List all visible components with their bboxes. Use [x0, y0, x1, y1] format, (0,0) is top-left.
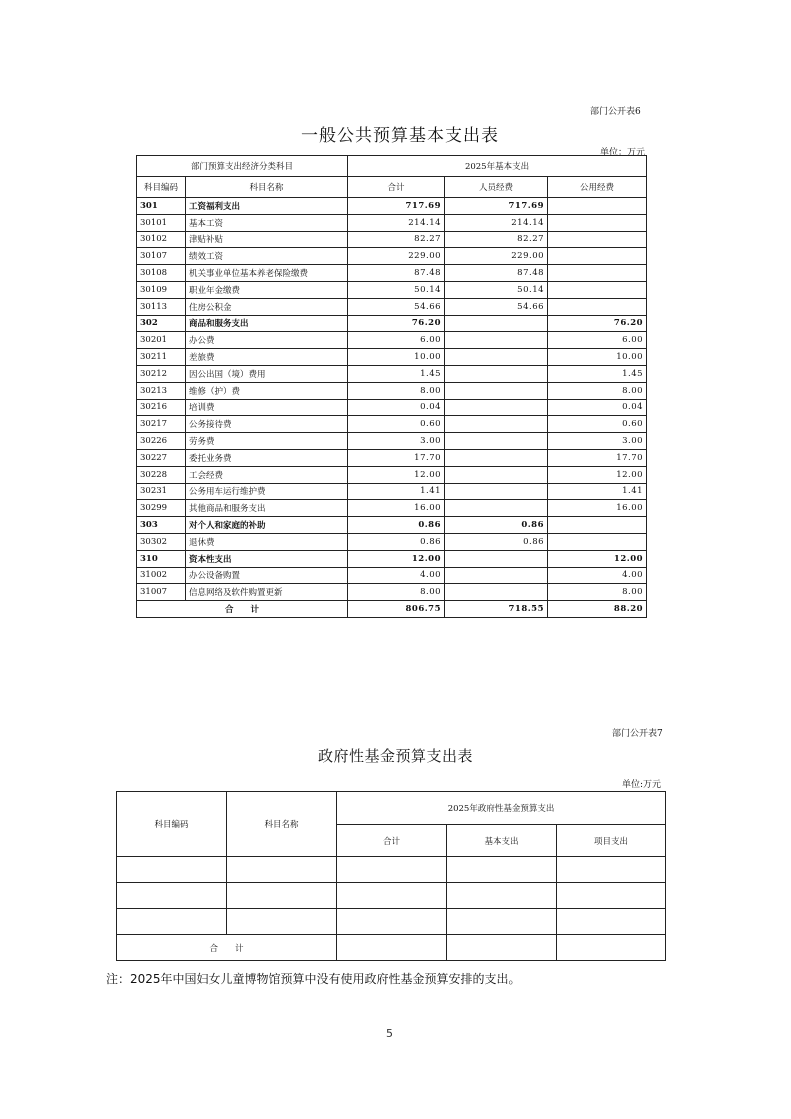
row-personnel: 54.66	[445, 298, 548, 315]
row-code: 30107	[137, 248, 186, 265]
table-row	[137, 349, 647, 366]
table-row	[137, 517, 647, 534]
row-name: 职业年金缴费	[186, 281, 348, 298]
table-row	[137, 483, 647, 500]
row-name: 住房公积金	[186, 298, 348, 315]
row-code: 30109	[137, 281, 186, 298]
row-name: 信息网络及软件购置更新	[186, 584, 348, 601]
row-public	[548, 248, 647, 265]
row-personnel	[445, 500, 548, 517]
row-public: 0.60	[548, 416, 647, 433]
row-public	[548, 533, 647, 550]
row-name: 工资福利支出	[186, 198, 348, 215]
row-code: 303	[137, 517, 186, 534]
table6-title: 一般公共预算基本支出表	[301, 126, 499, 146]
row-public	[548, 214, 647, 231]
row-total: 12.00	[348, 466, 445, 483]
row-code: 30108	[137, 265, 186, 282]
row-personnel	[445, 315, 548, 332]
table6-tag: 部门公开表6	[590, 107, 641, 117]
total-row	[137, 601, 647, 618]
row-name: 津贴补贴	[186, 231, 348, 248]
row-total: 82.27	[348, 231, 445, 248]
row-total: 0.86	[348, 533, 445, 550]
row-code: 30302	[137, 533, 186, 550]
row-public: 76.20	[548, 315, 647, 332]
row-code: 30228	[137, 466, 186, 483]
table-row	[137, 433, 647, 450]
row-personnel: 50.14	[445, 281, 548, 298]
row-code: 30227	[137, 449, 186, 466]
row-code: 30212	[137, 365, 186, 382]
row-public: 1.41	[548, 483, 647, 500]
row-public: 17.70	[548, 449, 647, 466]
table-row	[137, 315, 647, 332]
row-code: 30213	[137, 382, 186, 399]
table-row	[117, 909, 666, 935]
table-header-row	[117, 792, 666, 825]
row-total: 54.66	[348, 298, 445, 315]
row-name: 公务用车运行维护费	[186, 483, 348, 500]
row-name: 绩效工资	[186, 248, 348, 265]
row-public: 0.04	[548, 399, 647, 416]
header-name: 科目名称	[227, 792, 337, 857]
row-code: 31002	[137, 567, 186, 584]
row-name: 因公出国（境）费用	[186, 365, 348, 382]
row-personnel	[445, 365, 548, 382]
row-total: 1.41	[348, 483, 445, 500]
table-row	[137, 533, 647, 550]
row-public: 12.00	[548, 466, 647, 483]
row-name: 机关事业单位基本养老保险缴费	[186, 265, 348, 282]
row-total: 3.00	[348, 433, 445, 450]
row-total: 6.00	[348, 332, 445, 349]
table-row	[137, 466, 647, 483]
general-budget-basic-expenditure-table	[136, 155, 647, 618]
row-public: 10.00	[548, 349, 647, 366]
table-row	[137, 231, 647, 248]
header-total: 合计	[348, 177, 445, 198]
header-econ-class: 部门预算支出经济分类科目	[137, 156, 348, 177]
row-personnel	[445, 466, 548, 483]
row-personnel: 229.00	[445, 248, 548, 265]
row-name: 培训费	[186, 399, 348, 416]
row-total: 17.70	[348, 449, 445, 466]
total-personnel: 718.55	[445, 601, 548, 618]
row-total: 87.48	[348, 265, 445, 282]
header-total: 合计	[337, 825, 447, 857]
table6-unit: 单位：万元	[600, 148, 646, 158]
table-row	[137, 281, 647, 298]
total-row	[117, 935, 666, 961]
row-personnel: 82.27	[445, 231, 548, 248]
government-fund-budget-table	[116, 791, 666, 961]
row-name: 退休费	[186, 533, 348, 550]
row-total: 0.04	[348, 399, 445, 416]
row-personnel	[445, 332, 548, 349]
row-code: 30211	[137, 349, 186, 366]
row-public: 6.00	[548, 332, 647, 349]
header-year-fund: 2025年政府性基金预算支出	[337, 792, 666, 825]
row-personnel	[445, 584, 548, 601]
row-public: 16.00	[548, 500, 647, 517]
row-total: 229.00	[348, 248, 445, 265]
row-total: 8.00	[348, 584, 445, 601]
row-personnel	[445, 483, 548, 500]
header-code: 科目编码	[117, 792, 227, 857]
row-code: 301	[137, 198, 186, 215]
row-personnel	[445, 433, 548, 450]
row-public: 4.00	[548, 567, 647, 584]
footnote: 注：2025年中国妇女儿童博物馆预算中没有使用政府性基金预算安排的支出。	[106, 972, 521, 986]
row-public	[548, 198, 647, 215]
page-number: 5	[386, 1027, 393, 1040]
row-code: 30231	[137, 483, 186, 500]
row-public: 12.00	[548, 550, 647, 567]
header-name: 科目名称	[186, 177, 348, 198]
row-name: 维修（护）费	[186, 382, 348, 399]
row-name: 资本性支出	[186, 550, 348, 567]
header-year-basic: 2025年基本支出	[348, 156, 647, 177]
table-row	[137, 298, 647, 315]
row-code: 30101	[137, 214, 186, 231]
row-total: 16.00	[348, 500, 445, 517]
table7-title: 政府性基金预算支出表	[318, 747, 474, 765]
header-personnel: 人员经费	[445, 177, 548, 198]
table-row	[137, 248, 647, 265]
row-public: 1.45	[548, 365, 647, 382]
row-total: 1.45	[348, 365, 445, 382]
row-name: 其他商品和服务支出	[186, 500, 348, 517]
row-total: 0.86	[348, 517, 445, 534]
row-public: 3.00	[548, 433, 647, 450]
row-public	[548, 281, 647, 298]
row-name: 基本工资	[186, 214, 348, 231]
row-personnel: 0.86	[445, 533, 548, 550]
table-row	[137, 399, 647, 416]
row-total: 8.00	[348, 382, 445, 399]
row-personnel	[445, 399, 548, 416]
table-row	[117, 883, 666, 909]
table-row	[137, 416, 647, 433]
row-personnel: 0.86	[445, 517, 548, 534]
table-row	[137, 265, 647, 282]
row-personnel	[445, 567, 548, 584]
table-header-row	[137, 177, 647, 198]
row-code: 30299	[137, 500, 186, 517]
row-public	[548, 517, 647, 534]
row-personnel: 717.69	[445, 198, 548, 215]
table-row	[137, 214, 647, 231]
row-code: 302	[137, 315, 186, 332]
row-name: 工会经费	[186, 466, 348, 483]
table-row	[137, 500, 647, 517]
table-row	[137, 550, 647, 567]
row-code: 31007	[137, 584, 186, 601]
table7-tag: 部门公开表7	[612, 729, 663, 739]
row-name: 劳务费	[186, 433, 348, 450]
row-public	[548, 231, 647, 248]
row-total: 0.60	[348, 416, 445, 433]
table-row	[137, 382, 647, 399]
row-code: 310	[137, 550, 186, 567]
total-label: 合 计	[137, 601, 348, 618]
row-total: 4.00	[348, 567, 445, 584]
table-row	[137, 365, 647, 382]
total-sum: 806.75	[348, 601, 445, 618]
table-row	[137, 332, 647, 349]
row-public: 8.00	[548, 382, 647, 399]
row-public	[548, 298, 647, 315]
row-personnel	[445, 550, 548, 567]
total-public: 88.20	[548, 601, 647, 618]
row-name: 办公设备购置	[186, 567, 348, 584]
row-total: 76.20	[348, 315, 445, 332]
table7-unit: 单位:万元	[622, 780, 662, 790]
row-total: 50.14	[348, 281, 445, 298]
row-name: 差旅费	[186, 349, 348, 366]
header-basic: 基本支出	[447, 825, 557, 857]
row-public	[548, 265, 647, 282]
row-personnel: 214.14	[445, 214, 548, 231]
table-row	[137, 449, 647, 466]
header-public: 公用经费	[548, 177, 647, 198]
total-label: 合 计	[117, 935, 337, 961]
row-code: 30113	[137, 298, 186, 315]
row-personnel	[445, 416, 548, 433]
row-total: 10.00	[348, 349, 445, 366]
row-total: 214.14	[348, 214, 445, 231]
header-project: 项目支出	[557, 825, 666, 857]
row-name: 商品和服务支出	[186, 315, 348, 332]
row-name: 公务接待费	[186, 416, 348, 433]
table-header-row	[137, 156, 647, 177]
row-code: 30216	[137, 399, 186, 416]
table-row	[137, 198, 647, 215]
row-personnel	[445, 349, 548, 366]
row-code: 30201	[137, 332, 186, 349]
row-total: 12.00	[348, 550, 445, 567]
row-total: 717.69	[348, 198, 445, 215]
row-code: 30102	[137, 231, 186, 248]
header-code: 科目编码	[137, 177, 186, 198]
row-name: 办公费	[186, 332, 348, 349]
table-row	[117, 857, 666, 883]
row-personnel	[445, 382, 548, 399]
row-code: 30226	[137, 433, 186, 450]
table-row	[137, 567, 647, 584]
row-personnel: 87.48	[445, 265, 548, 282]
row-personnel	[445, 449, 548, 466]
row-name: 对个人和家庭的补助	[186, 517, 348, 534]
row-code: 30217	[137, 416, 186, 433]
row-name: 委托业务费	[186, 449, 348, 466]
table-row	[137, 584, 647, 601]
row-public: 8.00	[548, 584, 647, 601]
